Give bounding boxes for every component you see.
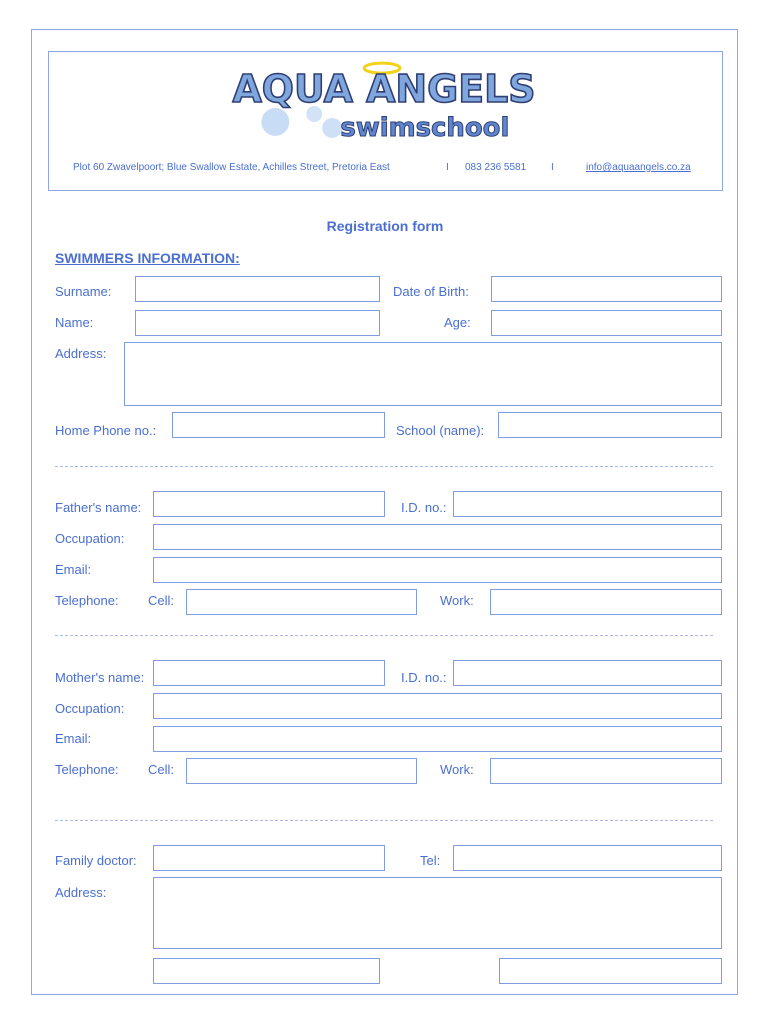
- doctor-address-field[interactable]: [153, 877, 722, 949]
- mother-name-field[interactable]: [153, 660, 385, 686]
- doctor-address-label: Address:: [55, 885, 107, 900]
- mother-work-field[interactable]: [490, 758, 722, 784]
- surname-field[interactable]: [135, 276, 380, 302]
- doctor-extra-field-left[interactable]: [153, 958, 380, 984]
- home-phone-label: Home Phone no.:: [55, 423, 157, 438]
- father-occupation-field[interactable]: [153, 524, 722, 550]
- mother-cell-label: Cell:: [148, 762, 175, 777]
- father-work-field[interactable]: [490, 589, 722, 615]
- form-title: Registration form: [326, 218, 444, 234]
- bubble-icon: [261, 108, 289, 136]
- separator: I: [551, 162, 554, 173]
- mother-id-label: I.D. no.:: [401, 670, 447, 685]
- father-id-label: I.D. no.:: [401, 500, 447, 515]
- mother-occupation-label: Occupation:: [55, 701, 125, 716]
- home-phone-field[interactable]: [172, 412, 385, 438]
- address-label: Address:: [55, 346, 107, 361]
- father-cell-label: Cell:: [148, 593, 175, 608]
- mother-email-label: Email:: [55, 731, 92, 746]
- school-field[interactable]: [498, 412, 722, 438]
- father-cell-field[interactable]: [186, 589, 417, 615]
- mother-id-field[interactable]: [453, 660, 722, 686]
- mother-work-label: Work:: [440, 762, 474, 777]
- divider: [55, 466, 713, 467]
- mother-name-label: Mother's name:: [55, 670, 145, 685]
- section-title: SWIMMERS INFORMATION:: [55, 250, 240, 266]
- letterhead: [48, 51, 723, 191]
- address-text: Plot 60 Zwavelpoort; Blue Swallow Estate, Achilles Street, Pretoria East: [73, 162, 390, 173]
- doctor-extra-field-right[interactable]: [499, 958, 722, 984]
- surname-label: Surname:: [55, 284, 112, 299]
- logo-title: AQUA ANGELS: [232, 67, 536, 111]
- logo-subtitle: swimschool: [340, 112, 510, 143]
- father-work-label: Work:: [440, 593, 474, 608]
- name-label: Name:: [55, 315, 94, 330]
- divider: [55, 820, 713, 821]
- mother-telephone-label: Telephone:: [55, 762, 119, 777]
- doctor-tel-label: Tel:: [420, 853, 441, 868]
- dob-field[interactable]: [491, 276, 722, 302]
- father-occupation-label: Occupation:: [55, 531, 125, 546]
- bubble-icon: [322, 118, 342, 138]
- doctor-tel-field[interactable]: [453, 845, 722, 871]
- father-telephone-label: Telephone:: [55, 593, 119, 608]
- age-field[interactable]: [491, 310, 722, 336]
- doctor-name-field[interactable]: [153, 845, 385, 871]
- father-email-label: Email:: [55, 562, 92, 577]
- dob-label: Date of Birth:: [393, 284, 469, 299]
- contact-line: [49, 162, 722, 178]
- address-field[interactable]: [124, 342, 722, 406]
- mother-occupation-field[interactable]: [153, 693, 722, 719]
- mother-cell-field[interactable]: [186, 758, 417, 784]
- aqua-angels-logo: [49, 52, 722, 152]
- email-link[interactable]: info@aquaangels.co.za: [586, 162, 691, 173]
- father-name-field[interactable]: [153, 491, 385, 517]
- name-field[interactable]: [135, 310, 380, 336]
- father-email-field[interactable]: [153, 557, 722, 583]
- mother-email-field[interactable]: [153, 726, 722, 752]
- doctor-name-label: Family doctor:: [55, 853, 137, 868]
- father-name-label: Father's name:: [55, 500, 142, 515]
- age-label: Age:: [444, 315, 471, 330]
- separator: I: [446, 162, 449, 173]
- divider: [55, 635, 713, 636]
- school-label: School (name):: [396, 423, 485, 438]
- phone-text: 083 236 5581: [465, 162, 527, 173]
- father-id-field[interactable]: [453, 491, 722, 517]
